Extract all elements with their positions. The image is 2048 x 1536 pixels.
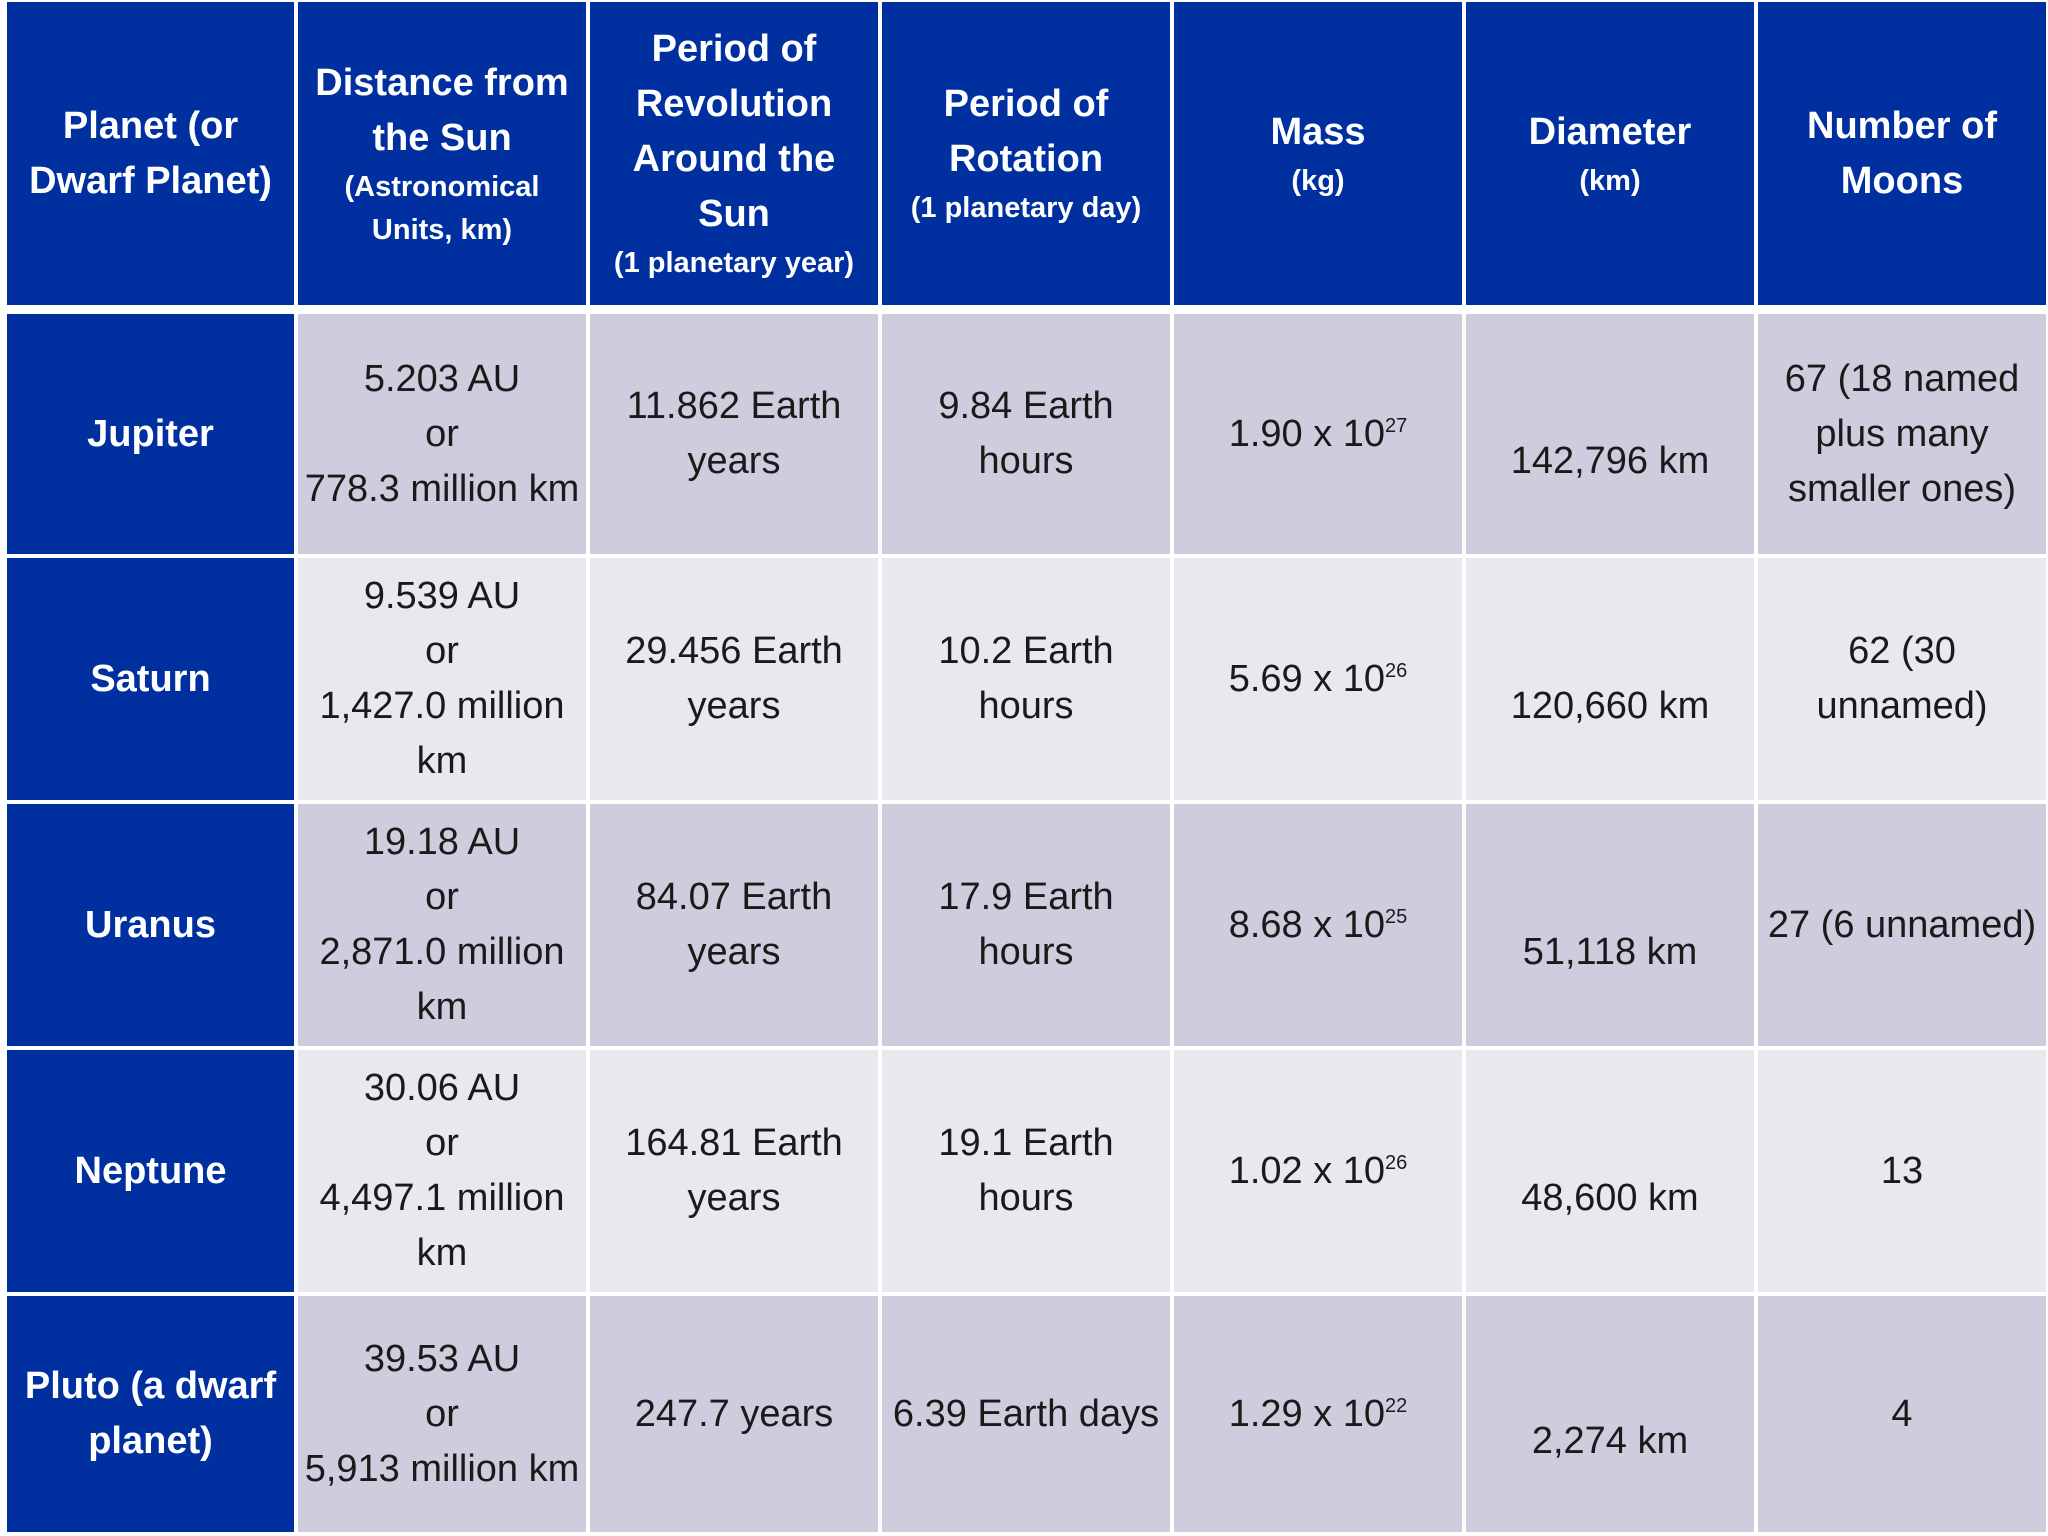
row-jupiter-mass (1174, 314, 1462, 554)
header-distance-sub: (Astronomical Units, km) (344, 170, 540, 246)
row-neptune-rotation: 19.1 Earth hours (882, 1050, 1170, 1292)
header-moons (1758, 2, 2046, 305)
row-saturn-diameter: 120,660 km (1466, 558, 1754, 800)
row-saturn-rotation: 10.2 Earth hours (882, 558, 1170, 800)
row-uranus-moons: 27 (6 unnamed) (1758, 804, 2046, 1046)
row-uranus-planet: Uranus (7, 804, 294, 1046)
row-jupiter-moons: 67 (18 named plus many smaller ones) (1758, 314, 2046, 554)
row-jupiter-diameter: 142,796 km (1466, 314, 1754, 554)
row-saturn-mass-exponent: 26 (1385, 659, 1408, 682)
row-jupiter-distance: 5.203 AU or 778.3 million km (298, 314, 586, 554)
row-neptune-planet: Neptune (7, 1050, 294, 1292)
row-uranus-revolution: 84.07 Earth years (590, 804, 878, 1046)
row-neptune-mass-exponent: 26 (1385, 1151, 1408, 1174)
row-neptune-mass (1174, 1050, 1462, 1292)
header-diameter (1466, 2, 1754, 305)
header-rotation (882, 2, 1170, 305)
header-diameter-title: Diameter (1528, 110, 1692, 153)
row-neptune-moons: 13 (1758, 1050, 2046, 1292)
row-saturn-mass (1174, 558, 1462, 800)
row-neptune-diameter: 48,600 km (1466, 1050, 1754, 1292)
header-distance (298, 2, 586, 305)
header-revolution-title: Period of Revolution Around the Sun (632, 28, 836, 235)
row-jupiter-mass-base: 1.90 x 10 (1228, 412, 1386, 455)
row-uranus-distance: 19.18 AU or 2,871.0 million km (298, 804, 586, 1046)
header-mass-sub: (kg) (1291, 164, 1345, 197)
row-uranus-rotation: 17.9 Earth hours (882, 804, 1170, 1046)
header-planet (7, 2, 294, 305)
header-revolution-sub: (1 planetary year) (613, 247, 855, 279)
row-pluto-mass-exponent: 22 (1385, 1394, 1408, 1417)
row-pluto-planet: Pluto (a dwarf planet) (7, 1296, 294, 1532)
row-pluto-rotation: 6.39 Earth days (882, 1296, 1170, 1532)
row-jupiter-planet: Jupiter (7, 314, 294, 554)
header-distance-title: Distance from the Sun (315, 61, 569, 159)
row-pluto-mass (1174, 1296, 1462, 1532)
row-pluto-diameter: 2,274 km (1466, 1296, 1754, 1532)
row-uranus-mass (1174, 804, 1462, 1046)
header-rotation-sub: (1 planetary day) (910, 192, 1142, 224)
row-jupiter-mass-exponent: 27 (1385, 414, 1408, 437)
row-pluto-revolution: 247.7 years (590, 1296, 878, 1532)
row-pluto-mass-base: 1.29 x 10 (1228, 1392, 1386, 1435)
row-saturn-revolution: 29.456 Earth years (590, 558, 878, 800)
header-diameter-sub: (km) (1579, 164, 1641, 197)
row-saturn-moons: 62 (30 unnamed) (1758, 558, 2046, 800)
row-saturn-mass-base: 5.69 x 10 (1228, 657, 1386, 700)
row-neptune-distance: 30.06 AU or 4,497.1 million km (298, 1050, 586, 1292)
header-mass-title: Mass (1270, 110, 1366, 153)
row-neptune-mass-base: 1.02 x 10 (1228, 1149, 1386, 1192)
row-saturn-distance: 9.539 AU or 1,427.0 million km (298, 558, 586, 800)
row-saturn-planet: Saturn (7, 558, 294, 800)
row-uranus-mass-base: 8.68 x 10 (1228, 903, 1386, 946)
row-pluto-distance: 39.53 AU or 5,913 million km (298, 1296, 586, 1532)
header-rotation-title: Period of Rotation (943, 83, 1109, 180)
header-planet-title: Planet (or Dwarf Planet) (29, 104, 272, 202)
row-uranus-mass-exponent: 25 (1385, 905, 1408, 928)
header-moons-title: Number of Moons (1807, 104, 1997, 202)
row-neptune-revolution: 164.81 Earth years (590, 1050, 878, 1292)
row-jupiter-revolution: 11.862 Earth years (590, 314, 878, 554)
row-jupiter-rotation: 9.84 Earth hours (882, 314, 1170, 554)
row-pluto-moons: 4 (1758, 1296, 2046, 1532)
header-mass (1174, 2, 1462, 305)
row-uranus-diameter: 51,118 km (1466, 804, 1754, 1046)
header-revolution (590, 2, 878, 305)
